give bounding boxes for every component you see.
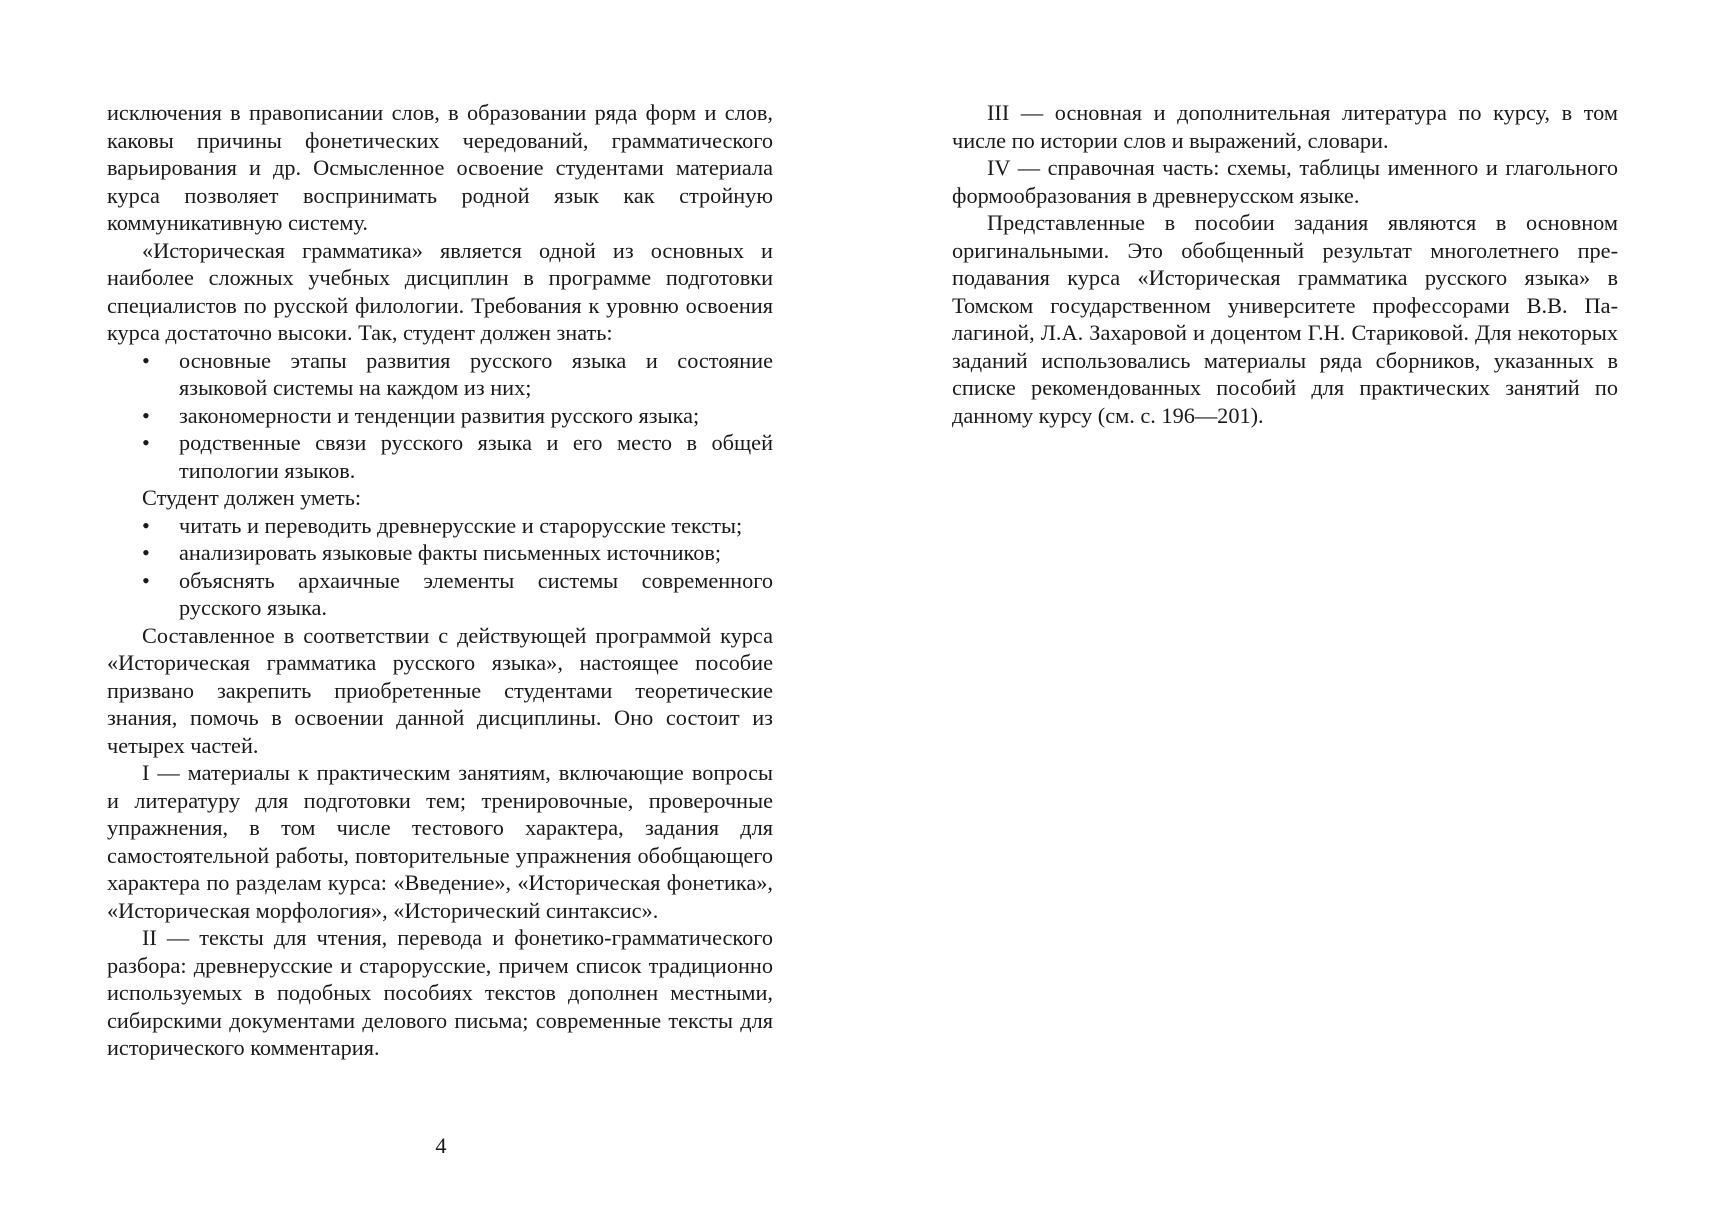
paragraph: I — материалы к практическим занятиям, включающие вопросы и литературу для подготовки тем; тренировочные, проверочные упражнения, в том числе тестового характера, задания для самостоятельной работы, повторительные упражнения обобщающего характера по разделам курса: «Введение», «Историческая фонетика», «Историческая морфология», «Исторический синтаксис». [107,760,773,923]
can-list [107,512,773,622]
bullet-icon: • [142,402,150,428]
paragraph: исключения в правописании слов, в образовании ряда форм и слов, каковы причины фонетических чередований, грамматического варьирования и др. Осмысленное освоение студентами материала курса позволяет воспринимать родной язык как стройную коммуникативную систему. [107,100,773,235]
paragraph: Представленные в пособии задания являются в основном оригинальными. Это обобщенный результат многолетнего преподавания курса «Историческая грамматика русского языка» в Томском государственном университете профессорами В.В. Палагиной, Л.А. Захаровой и доцентом Г.Н. Стариковой. Для некоторых заданий использовались материалы ряда сборников, указанных в списке рекомендованных пособий для практических занятий по данному курсу (см. с. 196—201). [952,210,1618,428]
list-item [107,402,773,430]
bullet-icon: • [142,347,150,373]
left-page-text [107,99,773,1062]
bullet-icon: • [142,430,150,455]
paragraph: «Историческая грамматика» является одной из основных и наиболее сложных учебных дисциплин в программе подготовки специалистов по русской филологии. Требования к уровню освоения курса достаточно высоки. Так, студент должен знать: [107,237,773,345]
list-item [107,429,773,484]
list-item-text: читать и переводить древнерусские и старорусские тексты; [179,512,743,538]
left-page [0,0,856,1211]
paragraph: Студент должен уметь: [142,485,362,510]
bullet-icon: • [142,512,150,538]
paragraph: II — тексты для чтения, перевода и фонетико-грамматического разбора: древнерусские и старорусские, причем список традиционно используемых в подобных пособиях текстов дополнен местными, сибирскими документами делового письма; современные тексты для исторического комментария. [107,925,773,1060]
list-item-text: объяснять архаичные элементы системы современного русского языка. [179,567,773,620]
list-item [107,539,773,567]
paragraph: Составленное в соответствии с действующей программой курса «Историческая грамматика русского языка», настоящее пособие призвано закрепить приобретенные студентами теоретические знания, помочь в освоении данной дисциплины. Оно состоит из четырех частей. [107,622,773,758]
bullet-icon: • [142,540,150,565]
list-item-text: анализировать языковые факты письменных источников; [179,540,722,565]
paragraph: III — основная и дополнительная литература по курсу, в том числе по истории слов и выражений, словари. [952,100,1618,153]
list-item [107,567,773,622]
list-item-text: родственные связи русского языка и его место в общей типологии языков. [179,430,773,483]
know-list [107,347,773,485]
paragraph: IV — справочная часть: схемы, таблицы именного и глагольного формообразования в древнерусском языке. [952,155,1618,208]
page-number: 4 [435,1133,447,1158]
list-item [107,512,773,540]
right-page [856,0,1713,1211]
right-page-text [952,99,1618,429]
list-item-text: закономерности и тенденции развития русского языка; [179,402,700,428]
list-item [107,347,773,402]
bullet-icon: • [142,567,150,593]
list-item-text: основные этапы развития русского языка и состояние языковой системы на каждом из них; [179,347,773,400]
